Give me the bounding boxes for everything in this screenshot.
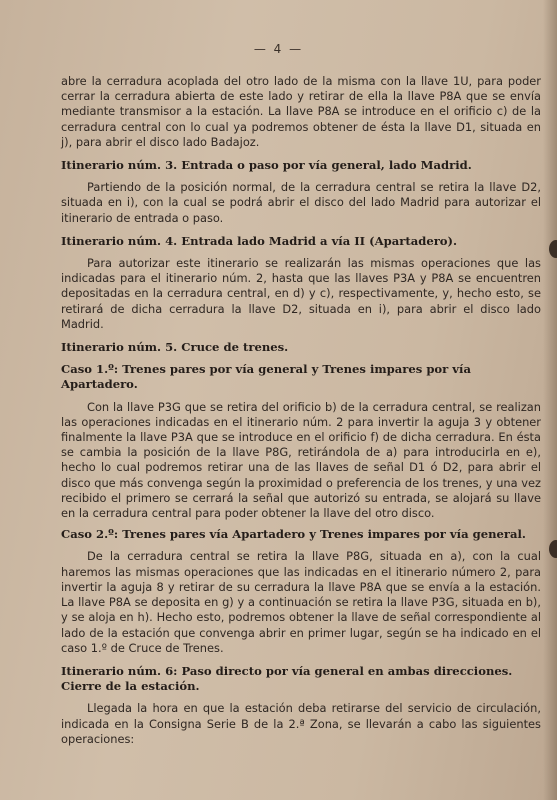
heading-itinerario-6: Itinerario núm. 6: Paso directo por vía general en ambas direcciones. Cierre de la estación.	[61, 663, 513, 694]
page-edge-shadow	[543, 0, 557, 800]
binding-hole	[549, 540, 557, 558]
paragraph-caso-2: De la cerradura central se retira la llave P8G, situada en a), con la cual haremos las mismas operaciones que las indicadas en el itinerario número 2, para invertir la aguja 8 y retirar de su cerradura la llave P8A que se envía a la estación. La llave P8A se deposita en g) y a continuación se retira la llave P3G, situada en b), y se aloja en h). Hecho esto, podremos obtener la llave de señal correspondiente al lado de la estación que convenga abrir en primer lugar, según se ha indicado en el caso 1.º de Cruce de Trenes.	[61, 549, 541, 655]
heading-itinerario-5: Itinerario núm. 5. Cruce de trenes.	[61, 340, 289, 355]
paragraph-itinerario-4: Para autorizar este itinerario se realizarán las mismas operaciones que las indicadas para el itinerario núm. 2, hasta que las llaves P3A y P8A se encuentren depositadas en la cerradura central, en d) y c), respectivamente, y, hecho esto, se retirará de dicha cerradura la llave D2, situada en i), para abrir el disco lado Madrid.	[61, 256, 541, 331]
paragraph-caso-1: Con la llave P3G que se retira del orificio b) de la cerradura central, se realizan las operaciones indicadas en el itinerario núm. 2 para invertir la aguja 3 y obtener finalmente la llave P3A que se introduce en el orificio f) de dicha cerradura. En ésta se cambia la posición de la llave P8G, retirándola de a) para introducirla en e), hecho lo cual podremos retirar una de las llaves de señal D1 ó D2, para abrir el disco que más convenga según la proximidad o preferencia de los trenes, y una vez recibido el primero se cerrará la señal que autorizó su entrada, se alojará su llave en la cerradura central para poder obtener la llave del otro disco.	[61, 399, 541, 521]
page-number: — 4 —	[253, 42, 304, 56]
paragraph-itinerario-3: Partiendo de la posición normal, de la cerradura central se retira la llave D2, situada en i), con la cual se podrá abrir el disco del lado Madrid para autorizar el itinerario de entrada o paso.	[61, 180, 541, 225]
heading-caso-1: Caso 1.º: Trenes pares por vía general y Trenes impares por vía Apartadero.	[61, 362, 471, 392]
heading-itinerario-4: Itinerario núm. 4. Entrada lado Madrid a vía II (Apartadero).	[61, 233, 458, 248]
page-body	[61, 74, 541, 747]
paragraph-itinerario-6: Llegada la hora en que la estación deba retirarse del servicio de circulación, indicada en la Consigna Serie B de la 2.ª Zona, se llevarán a cabo las siguientes operaciones:	[61, 701, 541, 746]
binding-hole	[549, 240, 557, 258]
heading-caso-2: Caso 2.º: Trenes pares vía Apartadero y Trenes impares por vía general.	[61, 527, 526, 542]
heading-itinerario-3: Itinerario núm. 3. Entrada o paso por vía general, lado Madrid.	[61, 158, 472, 173]
paragraph-continuation: abre la cerradura acoplada del otro lado de la misma con la llave 1U, para poder cerrar la cerradura abierta de este lado y retirar de ella la llave P8A que se envía mediante transmisor a la estación. La llave P8A se introduce en el orificio c) de la cerradura central con lo cual ya podremos obtener de ésta la llave D1, situada en j), para abrir el disco lado Badajoz.	[61, 74, 541, 149]
